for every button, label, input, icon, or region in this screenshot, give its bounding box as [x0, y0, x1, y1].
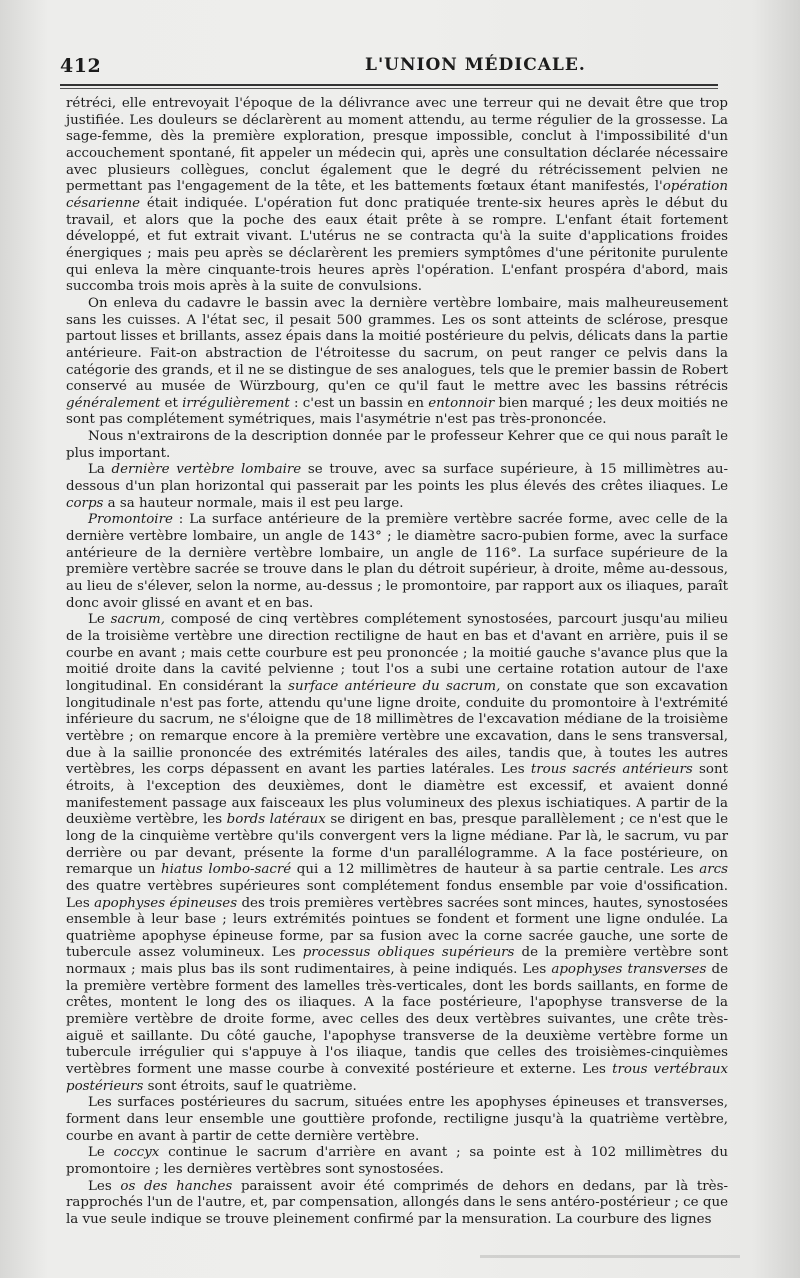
italic-term: sacrum,: [110, 612, 165, 628]
italic-term: apophyses transverses: [551, 962, 707, 978]
paragraph: [66, 96, 728, 296]
text-run: Nous n'extrairons de la description donnée par le professeur Kehrer que ce qui nous paraît le plus important.: [66, 429, 728, 461]
text-run: et: [160, 395, 183, 411]
italic-term: trous vertébraux postérieurs: [66, 1062, 728, 1094]
show-through-ink: [480, 1250, 740, 1264]
body-text: [66, 96, 728, 1229]
italic-term: trous sacrés antérieurs: [530, 762, 693, 778]
text-run: sont étroits, à l'exception des deuxièmes, dont le diamètre est excessif, et avaient donné manifestement passage aux faisceaux les plus volumineux des plexus ischiatiques. A partir de la deuxième vertèbre, les: [66, 762, 728, 828]
text-run: qui a 12 millimètres de hauteur à sa partie centrale. Les: [291, 862, 700, 878]
italic-term: apophyses épineuses: [94, 895, 238, 911]
italic-term: hiatus lombo-sacré: [160, 862, 292, 878]
header-rule: [60, 84, 718, 89]
italic-term: processus obliques supérieurs: [302, 945, 515, 961]
paragraph: [66, 1179, 728, 1229]
text-run: de la première vertèbre forment des lamelles très-verticales, dont les bords saillants, en forme de crêtes, montent le long des os iliaques. A la face postérieure, l'apophyse transverse de la première vertèbre de droite forme, avec celles des deux vertèbres suivantes, une crête très-aiguë et saillante. Du côté gauche, l'apophyse transverse de la deuxième vertèbre forme un tubercule irrégulier qui s'appuye à l'os iliaque, tandis que celles des troisièmes-cinquièmes vertèbres forment une masse courbe à convexité postérieure et externe. Les: [66, 962, 728, 1078]
italic-term: Promontoire: [88, 512, 173, 528]
italic-term: généralement: [66, 395, 161, 411]
italic-term: coccyx: [113, 1145, 160, 1161]
text-run: de la première vertèbre sont normaux ; mais plus bas ils sont rudimentaires, à peine indiqués. Les: [66, 945, 728, 978]
text-run: des quatre vertèbres supérieures sont complétement fondus ensemble par voie d'ossification. Les: [66, 878, 728, 911]
text-run: On enleva du cadavre le bassin avec la dernière vertèbre lombaire, mais malheureusement sans les cuisses. A l'état sec, il pesait 500 grammes. Les os sont atteints de sclérose, presque partout lisses et brillants, assez épais dans la moitié postérieure du pelvis, délicats dans la partie antérieure. Fait-on abstraction de l'étroitesse du sacrum, on peut ranger ce pelvis dans la catégorie des grands, et il ne se distingue de ses analogues, tels que le premier bassin de Robert conservé au musée de Würzbourg, qu'en ce qu'il faut le mettre avec les bassins rétrécis: [66, 295, 728, 395]
text-run: paraissent avoir été comprimés de dehors en dedans, par là très-rapprochés l'un de l'autre, et, par compensation, allongés dans le sens antéro-postérieur ; ce que la vue seule indique se trouve pleinement confirmé par la mensuration. La courbure des lignes: [66, 1178, 728, 1227]
text-run: La: [88, 462, 112, 478]
text-run: rétréci, elle entrevoyait l'époque de la délivrance avec une terreur qui ne devait être que trop justifiée. Les douleurs se déclarèrent au moment attendu, au terme régulier de la grossesse. La sage-femme, dès la première exploration, presque impossible, conclut à l'impossibilité d'un accouchement spontané, fit appeler un médecin qui, après une consultation déclarée nécessaire avec plusieurs collègues, conclut également que le degré du rétrécissement pelvien ne permettant pas l'engagement de la tête, et les battements fœtaux étant manifestés, l': [66, 96, 728, 195]
italic-term: arcs: [699, 862, 729, 878]
text-run: sont étroits, sauf le quatrième.: [143, 1078, 357, 1094]
italic-term: surface antérieure du sacrum,: [288, 678, 501, 694]
italic-term: bords latéraux: [226, 812, 326, 828]
italic-term: opération césarienne: [66, 179, 728, 211]
italic-term: entonnoir: [428, 395, 495, 411]
paragraph: [66, 462, 728, 512]
text-run: se dirigent en bas, presque parallèlement ; ce n'est que le long de la cinquième vertèbre qu'ils convergent vers la ligne médiane. Par là, le sacrum, vu par derrière ou par devant, présente la forme d'un parallélogramme. A la face postérieure, on remarque un: [66, 812, 729, 878]
text-run: bien marqué ; les deux moitiés ne sont pas complétement symétriques, mais l'asymétrie n'est pas très-prononcée.: [66, 395, 729, 428]
paragraph: [66, 612, 728, 1095]
paragraph: [66, 512, 728, 612]
paragraph: [66, 1095, 728, 1145]
running-title: L'UNION MÉDICALE.: [365, 55, 586, 75]
text-run: se trouve, avec sa surface supérieure, à 15 millimètres au-dessous d'un plan horizontal qui passerait par les points les plus élevés des crêtes iliaques. Le: [66, 462, 728, 495]
paragraph: [66, 1145, 728, 1178]
text-run: Le: [88, 612, 111, 628]
italic-term: os des hanches: [120, 1178, 233, 1194]
text-run: composé de cinq vertèbres complétement synostosées, parcourt jusqu'au milieu de la troisième vertèbre une direction rectiligne de haut en bas et d'avant en arrière, puis il se courbe en avant ; mais cette courbure est peu prononcée ; la moitié gauche s'avance plus que la moitié droite dans la cavité pelvienne ; tout l'os a subi une certaine rotation autour de l'axe longitudinal. En considérant la: [66, 612, 728, 694]
text-run: Le: [88, 1145, 114, 1161]
text-run: des trois premières vertèbres sacrées sont minces, hautes, synostosées ensemble à leur base ; leurs extrémités pointues se fondent et forment une ligne ondulée. La quatrième apophyse épineuse forme, par sa fusion avec la corne sacrée gauche, une sorte de tubercule assez volumineux. Les: [66, 895, 728, 961]
text-run: : La surface antérieure de la première vertèbre sacrée forme, avec celle de la dernière vertèbre lombaire, un angle de 143° ; le diamètre sacro-pubien forme, avec la surface antérieure de la dernière vertèbre lombaire, un angle de 116°. La surface supérieure de la première vertèbre sacrée se trouve dans le plan du détroit supérieur, à droite, même au-dessous, au lieu de s'élever, selon la norme, au-dessus ; le promontoire, par rapport aux os iliaques, paraît donc avoir glissé en avant et en bas.: [66, 512, 728, 611]
text-run: Les surfaces postérieures du sacrum, situées entre les apophyses épineuses et transverses, forment dans leur ensemble une gouttière profonde, rectiligne jusqu'à la quatrième vertèbre, courbe en avant à partir de cette dernière vertèbre.: [66, 1095, 728, 1144]
italic-term: dernière vertèbre lombaire: [111, 462, 302, 478]
paragraph: [66, 429, 728, 462]
text-run: : c'est un bassin en: [289, 395, 429, 411]
text-run: on constate que son excavation longitudinale n'est pas forte, attendu qu'une ligne droite, conduite du promontoire à l'extrémité inférieure du sacrum, ne s'éloigne que de 18 millimètres de l'excavation médiane de la troisième vertèbre ; on remarque encore à la première vertèbre une excavation, dans le sens transversal, due à la saillie prononcée des extrémités latérales des ailes, tandis que, à toutes les autres vertèbres, les corps dépassent en avant les parties latérales. Les: [66, 678, 728, 778]
page-header: [60, 55, 720, 85]
page-number: 412: [60, 55, 102, 77]
paragraph: [66, 296, 728, 429]
text-run: était indiquée. L'opération fut donc pratiquée trente-six heures après le début du travail, et alors que la poche des eaux était prête à se rompre. L'enfant était fortement développé, et fut extrait vivant. L'utérus ne se contracta qu'à la suite d'applications froides énergiques ; mais peu après se déclarèrent les premiers symptômes d'une péritonite purulente qui enleva la mère cinquante-trois heures après l'opération. L'enfant prospéra d'abord, mais succomba trois mois après à la suite de convulsions.: [66, 195, 728, 295]
italic-term: corps: [66, 495, 104, 511]
text-run: Les: [88, 1178, 121, 1194]
text-run: continue le sacrum d'arrière en avant ; sa pointe est à 102 millimètres du promontoire ; les dernières vertèbres sont synostosées.: [66, 1145, 729, 1177]
italic-term: irrégulièrement: [182, 395, 290, 411]
text-run: a sa hauteur normale, mais il est peu large.: [103, 495, 404, 511]
